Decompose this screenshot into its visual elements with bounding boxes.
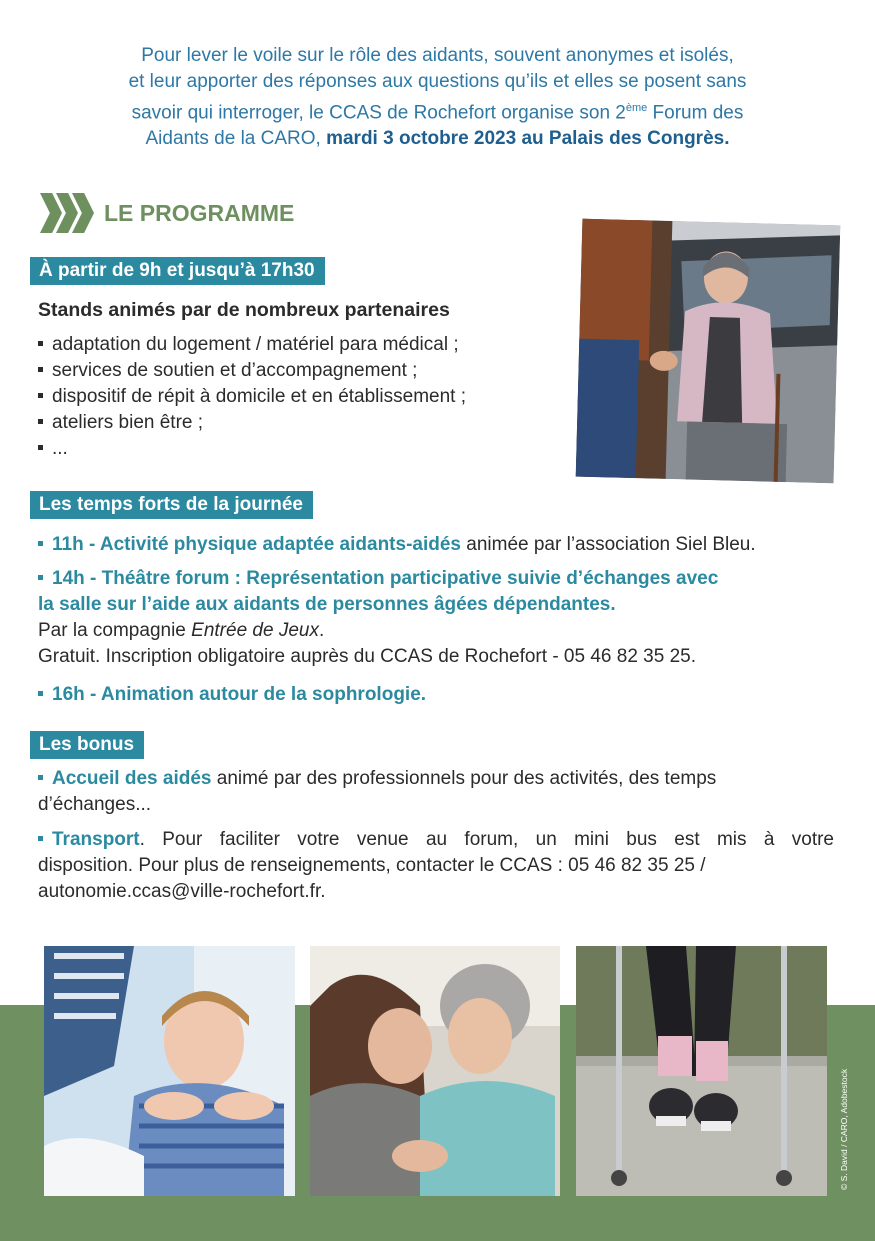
photo-senior-car (576, 219, 841, 484)
intro-line-1: Pour lever le voile sur le rôle des aidants, souvent anonymes et isolés, (141, 45, 734, 66)
bonus-accueil: Accueil des aidés animé par des professionnels pour des activités, des temps d’échanges... (38, 768, 717, 815)
company-name: Entrée de Jeux (191, 620, 319, 641)
temps-fort-11h: 11h - Activité physique adaptée aidants-aidés animée par l’association Siel Bleu. (38, 532, 756, 558)
temps-fort-14h: 14h - Théâtre forum : Représentation participative suivie d’échanges avec la salle sur l’aide aux aidants de personnes âgées dépendantes. Par la compagnie Entrée de Jeux. Gratuit. Inscription obligatoire auprès du CCAS de Rochefort - 05 46 82 35 25. (38, 568, 719, 667)
programme-heading (40, 193, 294, 233)
list-item: dispositif de répit à domicile et en établissement ; (38, 384, 466, 410)
intro-line-3: savoir qui interroger, le CCAS de Rochefort organise son 2ème Forum des (131, 102, 744, 124)
photo-credit: © S. David / CARO, Adobestock (839, 1068, 849, 1190)
chevrons-icon (40, 193, 88, 233)
temps-forts-band: Les temps forts de la journée (30, 491, 313, 519)
bonus-transport: Transport. Pour faciliter votre venue au forum, un mini bus est mis à votre disposition. Pour plus de renseignements, contacter le CCAS : 05 46 82 35 25 / autonomie.ccas@ville-rochefort.fr. (38, 827, 834, 905)
bonus-band: Les bonus (30, 731, 144, 759)
temps-fort-16h: 16h - Animation autour de la sophrologie. (38, 682, 426, 708)
contact-email: autonomie.ccas@ville-rochefort.fr. (38, 881, 326, 902)
event-date: mardi 3 octobre 2023 au Palais des Congrès. (326, 128, 730, 150)
photo-walker (576, 946, 827, 1196)
stands-title: Stands animés par de nombreux partenaires (38, 299, 450, 321)
intro-paragraph (60, 43, 815, 152)
programme-title: LE PROGRAMME (104, 199, 295, 226)
stands-list (38, 332, 466, 462)
list-item: services de soutien et d’accompagnement ; (38, 358, 466, 384)
intro-line-2: et leur apporter des réponses aux questions qu’ils et elles se posent sans (128, 71, 747, 92)
photo-mother-daughter (310, 946, 560, 1196)
photo-boy (44, 946, 295, 1196)
list-item: ... (38, 436, 466, 462)
intro-line-4: Aidants de la CARO, mardi 3 octobre 2023 au Palais des Congrès. (145, 128, 730, 150)
time-band: À partir de 9h et jusqu’à 17h30 (30, 257, 325, 285)
list-item: ateliers bien être ; (38, 410, 466, 436)
list-item: adaptation du logement / matériel para médical ; (38, 332, 466, 358)
